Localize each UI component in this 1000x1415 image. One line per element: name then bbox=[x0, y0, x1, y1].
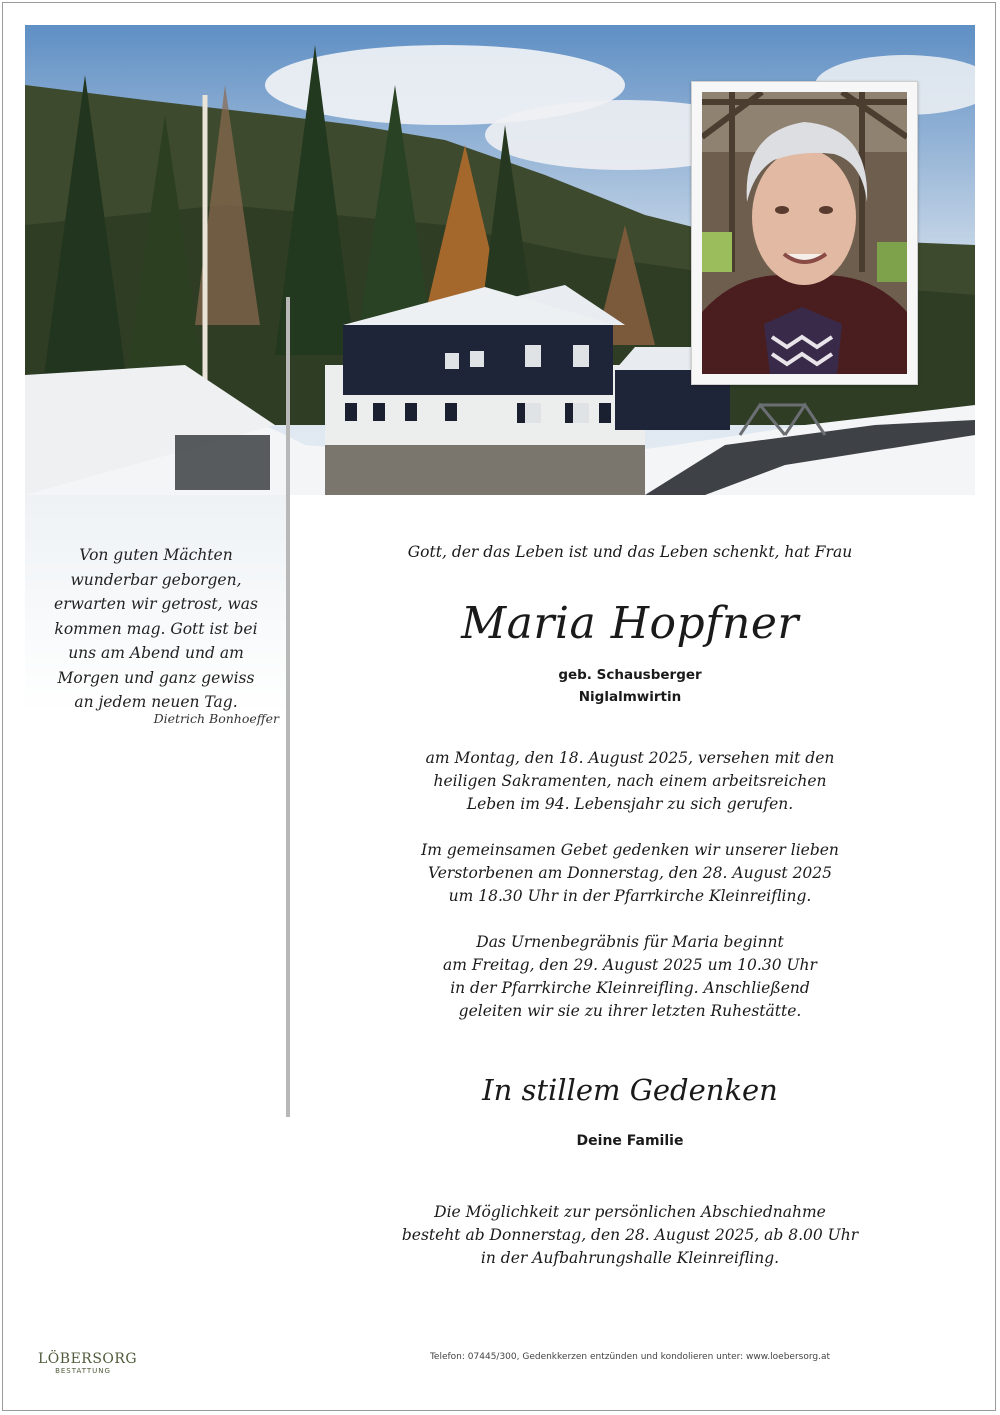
deceased-name: Maria Hopfner bbox=[461, 598, 799, 649]
quote-line: Von guten Mächten bbox=[79, 546, 233, 564]
death-paragraph bbox=[340, 747, 920, 816]
paragraph-line: in der Pfarrkirche Kleinreifling. Anschließend bbox=[450, 979, 810, 997]
paragraph-line: in der Aufbahrungshalle Kleinreifling. bbox=[480, 1249, 780, 1267]
paragraph-line: geleiten wir sie zu ihrer letzten Ruhestätte. bbox=[458, 1002, 802, 1020]
burial-paragraph bbox=[340, 931, 920, 1023]
remembrance-heading: In stillem Gedenken bbox=[482, 1073, 778, 1107]
farewell-paragraph bbox=[340, 1201, 920, 1270]
funeral-home-logo bbox=[38, 1351, 138, 1375]
paragraph-line: Die Möglichkeit zur persönlichen Abschiednahme bbox=[434, 1203, 826, 1221]
family-signature: Deine Familie bbox=[576, 1133, 684, 1149]
intro-text: Gott, der das Leben ist und das Leben schenkt, hat Frau bbox=[407, 543, 853, 561]
paragraph-line: Leben im 94. Lebensjahr zu sich gerufen. bbox=[466, 795, 794, 813]
quote-line: Morgen und ganz gewiss bbox=[57, 668, 255, 687]
quote-line: uns am Abend und am bbox=[68, 644, 244, 662]
prayer-paragraph bbox=[340, 839, 920, 908]
logo-subtitle: BESTATTUNG bbox=[55, 1367, 111, 1375]
paragraph-line: Im gemeinsamen Gebet gedenken wir unserer lieben bbox=[421, 841, 839, 859]
portrait-photo-frame bbox=[691, 81, 918, 385]
quote-author: Dietrich Bonhoeffer bbox=[153, 711, 279, 726]
divider-line bbox=[286, 297, 290, 1117]
quote-line: kommen mag. Gott ist bei bbox=[54, 619, 258, 638]
paragraph-line: besteht ab Donnerstag, den 28. August 2025, ab 8.00 Uhr bbox=[401, 1226, 859, 1244]
paragraph-line: um 18.30 Uhr in der Pfarrkirche Kleinreifling. bbox=[448, 887, 812, 905]
paragraph-line: heiligen Sakramenten, nach einem arbeitsreichen bbox=[433, 772, 827, 790]
quote-line: erwarten wir getrost, was bbox=[54, 595, 258, 613]
deceased-title: Niglalmwirtin bbox=[578, 689, 682, 705]
portrait-photo bbox=[702, 92, 907, 374]
footer-contact: Telefon: 07445/300, Gedenkkerzen entzünden und kondolieren unter: www.loebersorg.at bbox=[429, 1352, 831, 1362]
birth-name: geb. Schausberger bbox=[558, 667, 702, 683]
paragraph-line: Verstorbenen am Donnerstag, den 28. August 2025 bbox=[427, 864, 833, 882]
quote-line: wunderbar geborgen, bbox=[70, 570, 242, 589]
bible-quote bbox=[36, 543, 276, 715]
logo-name: LÖBERSORG bbox=[38, 1351, 138, 1367]
quote-line: an jedem neuen Tag. bbox=[74, 693, 238, 711]
paragraph-line: am Freitag, den 29. August 2025 um 10.30 Uhr bbox=[443, 956, 817, 974]
paragraph-line: am Montag, den 18. August 2025, versehen mit den bbox=[425, 749, 835, 767]
paragraph-line: Das Urnenbegräbnis für Maria beginnt bbox=[476, 933, 784, 951]
